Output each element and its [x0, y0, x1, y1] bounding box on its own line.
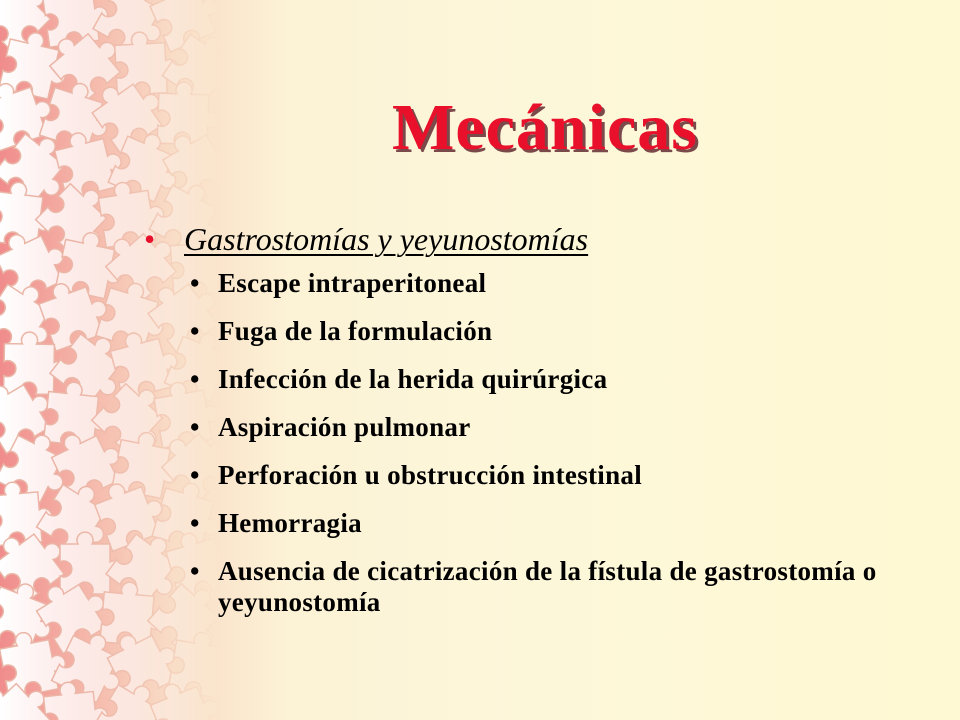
list-item: • Perforación u obstrucción intestinal — [190, 460, 643, 490]
main-bullet-text: Gastrostomías y yeyunostomías — [184, 221, 589, 257]
list-item: • Aspiración pulmonar — [190, 412, 471, 442]
list-item: • Hemorragia — [190, 508, 362, 538]
main-bullet — [144, 216, 934, 262]
bullet-icon: • — [190, 316, 200, 346]
list-item: • Ausencia de cicatrización de la fístula de gastrostomía o yeyunostomía — [190, 556, 877, 617]
list-item: • Infección de la herida quirúrgica — [190, 364, 608, 394]
bullet-icon: • — [190, 268, 200, 298]
bullet-icon: • — [190, 412, 200, 442]
slide-title: Mecánicas — [392, 91, 698, 164]
bullet-content — [144, 216, 934, 635]
bullet-icon: • — [190, 508, 200, 538]
main-bullet-icon: • — [144, 221, 156, 257]
bullet-icon: • — [190, 460, 200, 490]
bullet-icon: • — [190, 364, 200, 394]
list-item: • Fuga de la formulación — [190, 316, 493, 346]
sub-bullet-list — [190, 268, 934, 618]
bullet-icon: • — [190, 556, 200, 586]
list-item: • Escape intraperitoneal — [190, 268, 487, 298]
